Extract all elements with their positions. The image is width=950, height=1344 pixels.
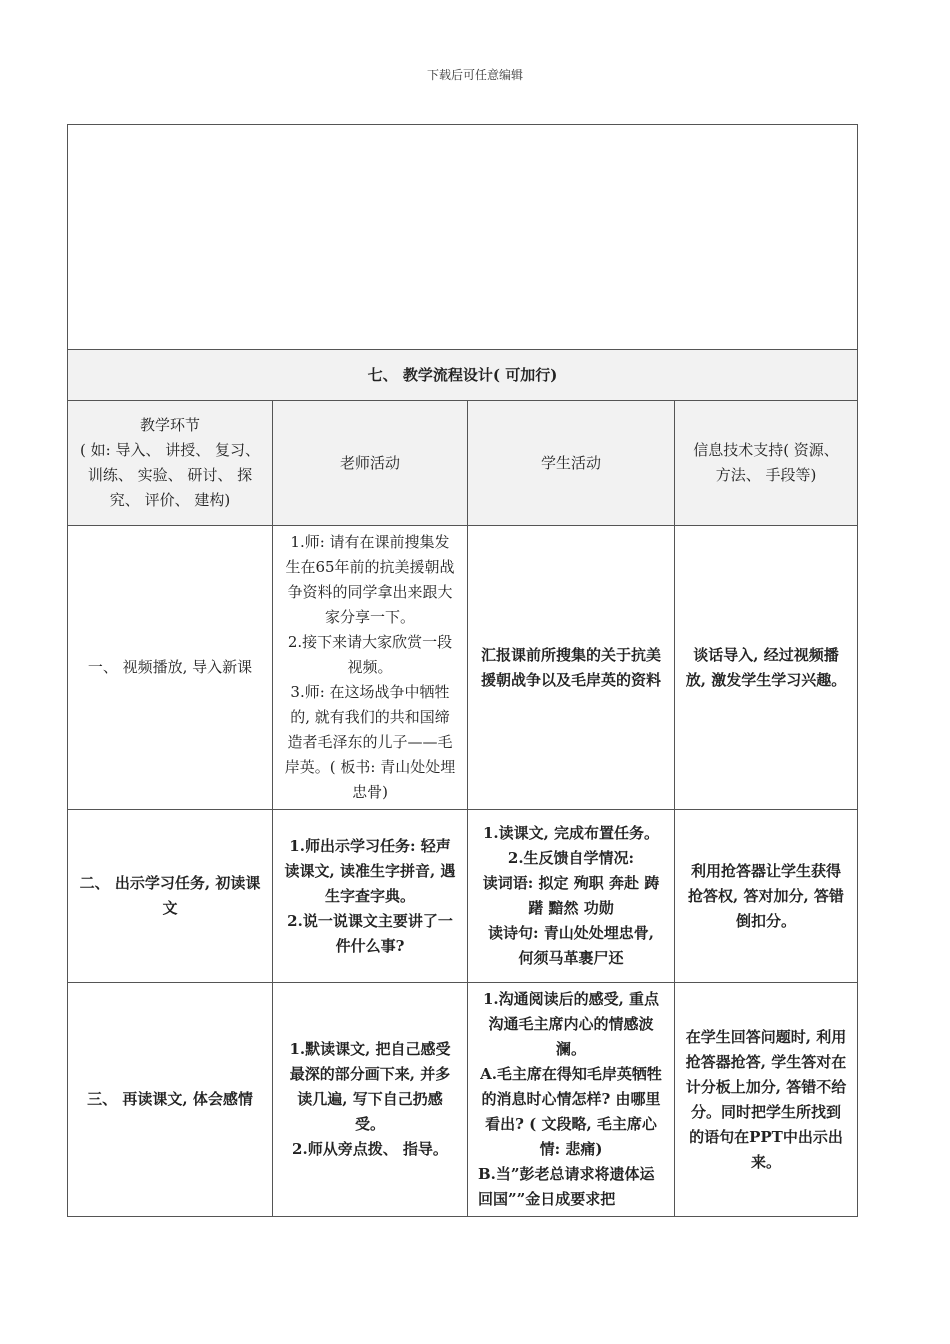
student-item: B.当”彭老总请求将遗体运回国””金日成要求把 — [478, 1165, 655, 1208]
tech-item: 利用抢答器让学生获得抢答权, 答对加分, 答错倒扣分。 — [688, 861, 844, 930]
blank-row — [68, 125, 858, 350]
tech-item: 在学生回答问题时, 利用抢答器抢答, 学生答对在计分板上加分, 答错不给分。同时把学生所找到的语句在PPT中出示出来。 — [685, 1027, 847, 1171]
student-item: A.毛主席在得知毛岸英牺牲的消息时心情怎样? 由哪里看出? ( 文段略, 毛主席心情: 悲痛) — [480, 1065, 662, 1158]
header-tech: 信息技术支持( 资源、 方法、 手段等) — [675, 401, 858, 526]
header-stage-examples: ( 如: 导入、 讲授、 复习、 训练、 实验、 研讨、 探究、 评价、 建构) — [80, 441, 260, 509]
student-item: 读诗句: 青山处处埋忠骨, 何须马革裹尸还 — [488, 924, 654, 967]
stage-cell: 二、 出示学习任务, 初读课文 — [68, 810, 273, 983]
teaching-flow-table — [67, 124, 858, 1217]
student-item: 汇报课前所搜集的关于抗美援朝战争以及毛岸英的资料 — [480, 645, 661, 689]
teacher-item: 2.师从旁点拨、 指导。 — [292, 1140, 448, 1158]
header-row — [68, 401, 858, 526]
section-row — [68, 350, 858, 401]
teacher-item: 2.说一说课文主要讲了一件什么事? — [287, 911, 453, 955]
tech-item: 谈话导入, 经过视频播放, 激发学生学习兴趣。 — [685, 645, 847, 689]
teacher-item: 3.师: 在这场战争中牺牲的, 就有我们的共和国缔造者毛泽东的儿子——毛岸英。( 板书: 青山处处埋忠骨) — [284, 683, 456, 801]
teacher-cell — [273, 526, 468, 810]
blank-cell — [68, 125, 858, 350]
teacher-item: 1.师出示学习任务: 轻声读课文, 读准生字拼音, 遇生字查字典。 — [284, 836, 456, 905]
teacher-cell — [273, 810, 468, 983]
stage-cell: 一、 视频播放, 导入新课 — [68, 526, 273, 810]
student-item: 读词语: 拟定 殉职 奔赴 踌躇 黯然 功勋 — [482, 874, 660, 917]
table-row — [68, 526, 858, 810]
header-student: 学生活动 — [468, 401, 675, 526]
header-stage — [68, 401, 273, 526]
section-title: 七、 教学流程设计( 可加行) — [68, 350, 858, 401]
student-item: 1.沟通阅读后的感受, 重点沟通毛主席内心的情感波澜。 — [482, 990, 660, 1058]
header-teacher: 老师活动 — [273, 401, 468, 526]
stage-cell: 三、 再读课文, 体会感情 — [68, 983, 273, 1217]
teacher-item: 2.接下来请大家欣赏一段视频。 — [287, 633, 453, 676]
teacher-item: 1.默读课文, 把自己感受最深的部分画下来, 并多读几遍, 写下自己扔感受。 — [289, 1040, 451, 1133]
table-row — [68, 983, 858, 1217]
header-note: 下载后可任意编辑 — [426, 68, 523, 82]
student-item: 1.读课文, 完成布置任务。 — [482, 824, 660, 842]
teacher-item: 1.师: 请有在课前搜集发生在65年前的抗美援朝战争资料的同学拿出来跟大家分享一下。 — [285, 533, 455, 626]
student-cell — [468, 810, 675, 983]
header-stage-title: 教学环节 — [139, 416, 200, 434]
tech-cell — [675, 983, 858, 1217]
teacher-cell — [273, 983, 468, 1217]
student-cell — [468, 983, 675, 1217]
student-item: 2.生反馈自学情况: — [507, 849, 635, 867]
student-cell — [468, 526, 675, 810]
tech-cell — [675, 810, 858, 983]
tech-cell — [675, 526, 858, 810]
table-row — [68, 810, 858, 983]
